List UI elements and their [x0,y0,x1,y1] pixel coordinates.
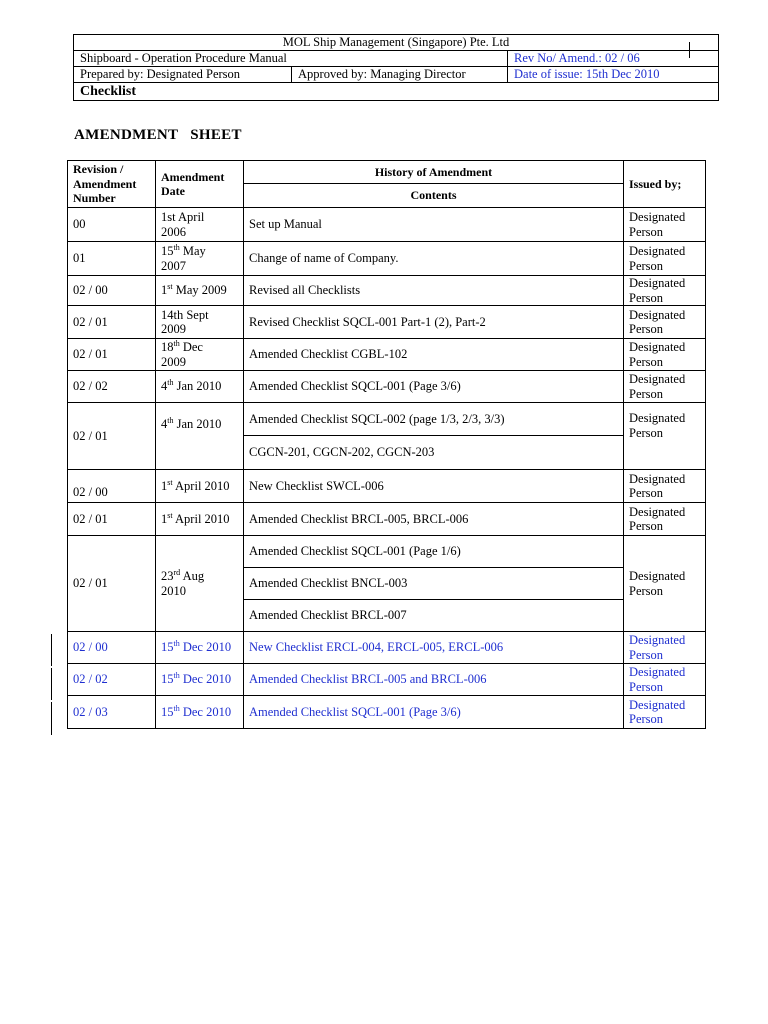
column-header-history: History of Amendment [244,161,624,184]
change-bar [51,634,52,666]
table-row [68,503,706,536]
issued-by: Designated Person [624,632,706,664]
amendment-contents: New Checklist ERCL-004, ERCL-005, ERCL-006 [244,632,624,664]
date-of-issue: Date of issue: 15th Dec 2010 [507,67,718,82]
revision-number: 02 / 01 [68,536,156,632]
issued-by: Designated Person [624,371,706,403]
rev-amend: Rev No/ Amend.: 02 / 06 [507,51,718,66]
table-row [68,208,706,242]
table-row [68,242,706,276]
approved-by: Approved by: Managing Director [291,67,507,82]
amendment-contents: New Checklist SWCL-006 [244,470,624,503]
amendment-contents: Set up Manual [244,208,624,242]
issued-by: Designated Person [624,339,706,371]
amendment-date: 15th May 2007 [156,242,244,276]
column-header-issued-by: Issued by; [624,161,706,208]
table-row [68,339,706,371]
column-header-amendment-date: Amendment Date [156,161,244,208]
revision-number: 02 / 01 [68,306,156,339]
table-row [68,632,706,664]
column-header-revision: Revision / Amendment Number [68,161,156,208]
amendment-contents: CGCN-201, CGCN-202, CGCN-203 [244,436,624,470]
header-row-section [74,83,718,100]
amendment-contents: Amended Checklist SQCL-001 (Page 3/6) [244,371,624,403]
revision-number: 00 [68,208,156,242]
table-row [68,536,706,568]
prepared-by: Prepared by: Designated Person [80,67,241,81]
issued-by: Designated Person [624,664,706,696]
company-name: MOL Ship Management (Singapore) Pte. Ltd [282,35,510,49]
revision-number: 02 / 01 [68,339,156,371]
column-header-contents: Contents [244,184,624,208]
change-bar [51,702,52,735]
amendment-date: 4th Jan 2010 [156,403,244,470]
revision-number: 02 / 01 [68,503,156,536]
amendment-date: 15th Dec 2010 [156,696,244,729]
amendment-date: 18th Dec 2009 [156,339,244,371]
amendment-contents: Amended Checklist SQCL-002 (page 1/3, 2/3, 3/3) [244,403,624,436]
header-row-manual [74,51,718,67]
amendment-date: 1st April 2010 [156,503,244,536]
amendment-contents: Change of name of Company. [244,242,624,276]
revision-number: 02 / 02 [68,371,156,403]
amendment-contents: Amended Checklist CGBL-102 [244,339,624,371]
revision-number: 02 / 01 [68,403,156,470]
revision-number: 02 / 02 [68,664,156,696]
revision-number: 02 / 00 [68,632,156,664]
issued-by: Designated Person [624,306,706,339]
issued-by: Designated Person [624,470,706,503]
revision-number: 02 / 03 [68,696,156,729]
table-row [68,276,706,306]
issued-by: Designated Person [624,276,706,306]
amendment-contents: Amended Checklist BRCL-005 and BRCL-006 [244,664,624,696]
amendment-contents: Amended Checklist SQCL-001 (Page 1/6) [244,536,624,568]
table-row [68,371,706,403]
amendment-date: 1st April 2006 [156,208,244,242]
issued-by: Designated Person [624,208,706,242]
amendment-date: 4th Jan 2010 [156,371,244,403]
table-row [68,664,706,696]
page-title: AMENDMENT SHEET [74,127,242,143]
issued-by: Designated Person [624,403,706,470]
amendment-contents: Amended Checklist BNCL-003 [244,568,624,600]
amendment-contents: Amended Checklist SQCL-001 (Page 3/6) [244,696,624,729]
amendment-date: 15th Dec 2010 [156,632,244,664]
revision-marker [689,42,690,58]
revision-number: 02 / 00 [68,276,156,306]
manual-name: Shipboard - Operation Procedure Manual [80,51,287,65]
change-bar [51,668,52,700]
table-row [68,470,706,503]
header-row-approval [74,67,718,83]
amendment-table [67,160,706,729]
amendment-date: 1st April 2010 [156,470,244,503]
table-row [68,403,706,436]
issued-by: Designated Person [624,503,706,536]
table-row [68,306,706,339]
issued-by: Designated Person [624,696,706,729]
issued-by: Designated Person [624,536,706,632]
header-row-company [74,35,718,51]
amendment-contents: Revised all Checklists [244,276,624,306]
amendment-date: 14th Sept 2009 [156,306,244,339]
amendment-contents: Amended Checklist BRCL-007 [244,600,624,632]
amendment-date: 1st May 2009 [156,276,244,306]
document-header [73,34,719,101]
section-name: Checklist [80,84,136,99]
amendment-date: 15th Dec 2010 [156,664,244,696]
table-row [68,696,706,729]
amendment-contents: Amended Checklist BRCL-005, BRCL-006 [244,503,624,536]
revision-number: 02 / 00 [68,470,156,503]
amendment-date: 23rd Aug 2010 [156,536,244,632]
amendment-contents: Revised Checklist SQCL-001 Part-1 (2), Part-2 [244,306,624,339]
revision-number: 01 [68,242,156,276]
issued-by: Designated Person [624,242,706,276]
